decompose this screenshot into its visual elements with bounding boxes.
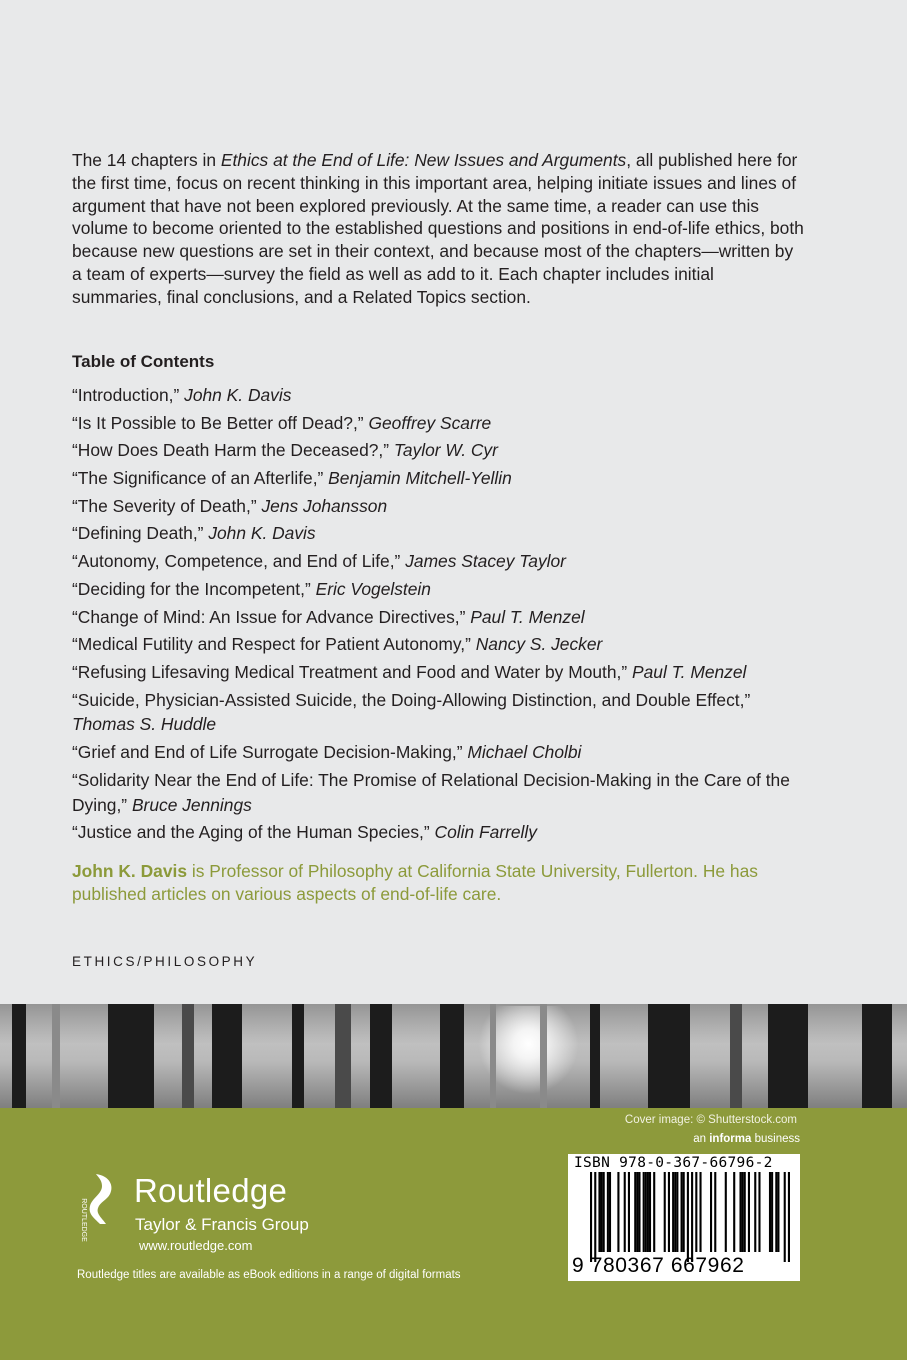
toc-entry: [72, 820, 812, 845]
toc-entry-title: “Introduction,”: [72, 385, 180, 405]
toc-entry-title: “The Severity of Death,”: [72, 495, 257, 516]
toc-entry-author: Paul T. Menzel: [470, 606, 585, 627]
toc-entry: [72, 660, 812, 685]
tree-trunk: [590, 1004, 600, 1108]
routledge-logo-icon: [76, 1172, 116, 1242]
toc-entry-title: “Change of Mind: An Issue for Advance Directives,”: [72, 606, 466, 627]
barcode-bar: [601, 1172, 603, 1252]
barcode-bar: [784, 1172, 786, 1262]
tree-trunk: [490, 1004, 496, 1108]
toc-entry: [72, 632, 812, 657]
toc-entry-title: “Autonomy, Competence, and End of Life,”: [72, 551, 401, 572]
barcode-bar: [664, 1172, 666, 1252]
barcode-bar: [624, 1172, 626, 1252]
book-title: Ethics at the End of Life: New Issues and Arguments: [220, 150, 627, 170]
toc-entry-author: Thomas S. Huddle: [72, 714, 217, 735]
barcode-bar: [590, 1172, 592, 1262]
description-intro: The 14 chapters in: [72, 150, 221, 170]
toc-entry: [72, 438, 812, 463]
toc-entry-author: Michael Cholbi: [467, 742, 582, 763]
publisher-url: www.routledge.com: [139, 1238, 253, 1253]
barcode-bar: [788, 1172, 790, 1262]
toc-entry-title: “The Significance of an Afterlife,”: [72, 468, 324, 489]
cover-credit: Cover image: © Shutterstock.com: [624, 1114, 797, 1126]
tree-trunk: [335, 1004, 351, 1108]
informa-prefix: an: [693, 1133, 710, 1145]
barcode-bar: [714, 1172, 716, 1252]
barcode-bar: [775, 1172, 777, 1252]
tree-trunk: [212, 1004, 242, 1108]
tree-trunk: [292, 1004, 304, 1108]
tree-trunk: [370, 1004, 392, 1108]
barcode-bar: [603, 1172, 605, 1252]
description-body: , all published here for the first time, focus on recent thinking in this important area, helping initiate issues and lines of argument that have not been explored previously. At the same time, a reader can use this volume to become oriented to the established questions and positions in end-of-life ethics, both because new questions are set in their context, and because most of the chapters—written by a team of experts—survey the field as well as add to it. Each chapter includes initial summaries, final conclusions, and a Related Topics section.: [72, 150, 804, 307]
toc-entry-title: “Justice and the Aging of the Human Species,”: [72, 822, 430, 843]
barcode-bar: [691, 1172, 693, 1262]
barcode-bar: [636, 1172, 638, 1252]
barcode-bar: [739, 1172, 741, 1252]
toc-entry-author: Jens Johansson: [261, 495, 388, 516]
informa-suffix: business: [751, 1133, 800, 1145]
barcode-bar: [771, 1172, 773, 1252]
toc-entry-title: “How Does Death Harm the Deceased?,”: [72, 440, 390, 461]
tree-trunk: [648, 1004, 690, 1108]
informa-brand: informa: [709, 1133, 752, 1145]
tree-trunk: [862, 1004, 892, 1108]
forest-photo: [0, 1004, 907, 1108]
toc-heading: Table of Contents: [72, 352, 215, 371]
barcode-bar: [699, 1172, 701, 1252]
toc-entry: [72, 383, 812, 408]
tree-trunk: [182, 1004, 194, 1108]
tree-trunk: [440, 1004, 464, 1108]
toc-entry-author: Benjamin Mitchell-Yellin: [328, 468, 512, 489]
toc-entry: [72, 740, 812, 765]
toc-entry-title: “Defining Death,”: [72, 523, 204, 544]
ebook-note: Routledge titles are available as eBook editions in a range of digital formats: [77, 1269, 461, 1281]
toc-entry-title: “Suicide, Physician-Assisted Suicide, the Doing-Allowing Distinction, and Double Effect,”: [72, 689, 751, 710]
toc-entry-title: “Is It Possible to Be Better off Dead?,”: [72, 412, 364, 433]
barcode-bars: [590, 1172, 790, 1262]
toc-entry-title: “Medical Futility and Respect for Patient Autonomy,”: [72, 634, 471, 655]
toc-entry-title: “Solidarity Near the End of Life: The Promise of Relational Decision-Making in the Care of the Dying,”: [72, 769, 790, 815]
tree-trunk: [540, 1004, 547, 1108]
barcode-bar: [598, 1172, 600, 1252]
publisher-group: Taylor & Francis Group: [135, 1215, 309, 1234]
barcode-bar: [607, 1172, 609, 1252]
tree-trunk: [768, 1004, 808, 1108]
barcode-bar: [758, 1172, 760, 1252]
toc-entry-title: “Refusing Lifesaving Medical Treatment and Food and Water by Mouth,”: [72, 661, 628, 682]
toc-entry-author: Paul T. Menzel: [632, 661, 747, 682]
toc-entry: [72, 521, 812, 546]
barcode-bar: [594, 1172, 596, 1262]
toc-entry-author: John K. Davis: [208, 523, 316, 544]
barcode-bar: [609, 1172, 611, 1252]
barcode-bar: [725, 1172, 727, 1252]
toc-entry-author: John K. Davis: [184, 385, 292, 405]
book-description: [72, 149, 807, 309]
toc-entry: [72, 768, 812, 818]
toc-entry-author: Bruce Jennings: [131, 794, 252, 815]
toc-entry-title: “Grief and End of Life Surrogate Decision-Making,”: [72, 742, 463, 763]
barcode-bar: [733, 1172, 735, 1252]
tree-trunk: [108, 1004, 154, 1108]
tree-trunk: [52, 1004, 60, 1108]
barcode-bar: [668, 1172, 670, 1252]
toc-entry-author: Taylor W. Cyr: [393, 440, 498, 461]
informa-business: [693, 1133, 800, 1145]
barcode-bar: [645, 1172, 647, 1252]
toc-entry: [72, 688, 812, 738]
toc-entry-author: Geoffrey Scarre: [368, 412, 492, 433]
toc-entry: [72, 466, 812, 491]
isbn-barcode: [568, 1154, 800, 1281]
barcode-bar: [676, 1172, 678, 1252]
barcode-bar: [628, 1172, 630, 1252]
barcode-bar: [748, 1172, 750, 1252]
barcode-bar: [742, 1172, 744, 1252]
barcode-bar: [687, 1172, 689, 1262]
barcode-bar: [695, 1172, 697, 1252]
barcode-bar: [647, 1172, 649, 1252]
isbn-label: ISBN 978-0-367-66796-2: [574, 1155, 773, 1171]
toc-entry: [72, 411, 812, 436]
barcode-bar: [638, 1172, 640, 1252]
tree-trunk: [12, 1004, 26, 1108]
author-bio: [72, 860, 812, 906]
publisher-name: Routledge: [134, 1172, 288, 1209]
barcode-bar: [672, 1172, 674, 1252]
toc-entry-author: James Stacey Taylor: [405, 551, 566, 572]
logo-wordmark: ROUTLEDGE: [80, 1198, 87, 1242]
table-of-contents: [72, 383, 812, 848]
barcode-bar: [754, 1172, 756, 1252]
bio-text: is Professor of Philosophy at California State University, Fullerton. He has published articles on various aspects of end-of-life care.: [72, 861, 758, 904]
toc-entry: [72, 577, 812, 602]
toc-entry-author: Colin Farrelly: [434, 822, 537, 843]
toc-entry-author: Eric Vogelstein: [315, 578, 431, 599]
toc-entry: [72, 494, 812, 519]
barcode-bar: [674, 1172, 676, 1252]
barcode-digits: 9 780367 667962: [572, 1254, 745, 1277]
toc-entry-title: “Deciding for the Incompetent,”: [72, 578, 311, 599]
barcode-bar: [710, 1172, 712, 1252]
subject-category: ETHICS/PHILOSOPHY: [72, 954, 258, 969]
barcode-bar: [643, 1172, 645, 1252]
toc-entry: [72, 605, 812, 630]
barcode-bar: [744, 1172, 746, 1252]
sunlight-glow: [468, 1006, 578, 1101]
barcode-bar: [649, 1172, 651, 1252]
barcode-bar: [683, 1172, 685, 1252]
bio-author-name: John K. Davis: [72, 861, 188, 881]
barcode-bar: [653, 1172, 655, 1252]
barcode-bar: [777, 1172, 779, 1252]
toc-entry: [72, 549, 812, 574]
barcode-bar: [769, 1172, 771, 1252]
barcode-bar: [681, 1172, 683, 1252]
toc-entry-author: Nancy S. Jecker: [475, 634, 603, 655]
barcode-bar: [634, 1172, 636, 1252]
tree-trunk: [730, 1004, 742, 1108]
barcode-bar: [617, 1172, 619, 1252]
